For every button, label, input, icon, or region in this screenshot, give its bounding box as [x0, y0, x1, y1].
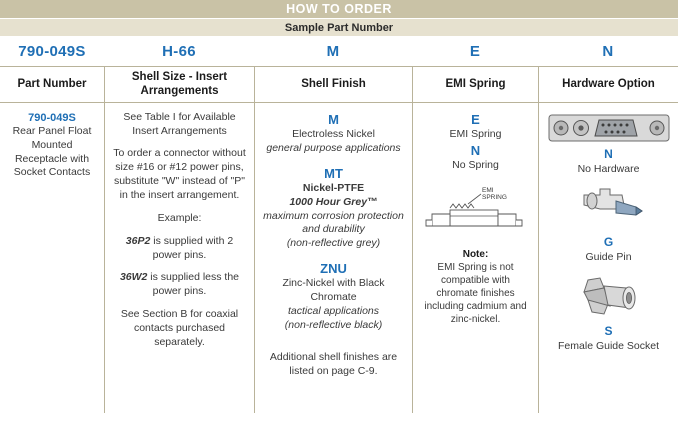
emi-spring-drawing	[420, 182, 532, 244]
finish-1-code: M	[328, 111, 339, 127]
body-emi-spring	[412, 103, 538, 413]
part-number-description: Rear Panel Float Mounted Receptacle with Socket Contacts	[12, 125, 92, 179]
code-hardware-option: N	[602, 42, 614, 60]
hardware-3-code: S	[604, 324, 613, 339]
emi-note-title: Note:	[462, 248, 489, 260]
finish-2-note-3: (non-reflective grey)	[286, 237, 381, 250]
example-1-text: is supplied with 2 power pins.	[150, 234, 234, 261]
hardware-3-name: Female Guide Socket	[558, 339, 659, 352]
how-to-order-header: HOW TO ORDER	[0, 0, 678, 19]
hardware-1-code: N	[604, 146, 613, 161]
hardware-2-name: Guide Pin	[585, 251, 632, 264]
finish-2-code: MT	[324, 165, 343, 181]
body-part-number	[0, 103, 104, 413]
no-hardware-graphic	[545, 111, 672, 145]
emi-1-name: EMI Spring	[449, 127, 502, 140]
finish-1-name: Electroless Nickel	[292, 127, 375, 140]
emi-1-code: E	[471, 111, 480, 127]
shell-size-p1: See Table I for Available Insert Arrangements	[123, 110, 236, 137]
column-bodies-row	[0, 103, 678, 413]
part-number-code: 790-049S	[28, 111, 76, 124]
shell-size-p2: To order a connector without size #16 or #12 power pins, substitute "W" instead of "P" in the insert arrangement.	[113, 147, 246, 202]
body-hardware-option	[538, 103, 678, 413]
shell-size-example-1	[111, 235, 248, 263]
finish-3-code: ZNU	[320, 261, 347, 277]
finish-2-note-1: 1000 Hour Grey™	[289, 195, 378, 208]
guide-socket-icon	[574, 274, 644, 322]
body-shell-size	[104, 103, 254, 413]
title-part-number: Part Number	[17, 78, 87, 91]
column-titles-row	[0, 66, 678, 103]
code-part-number: 790-049S	[18, 42, 86, 60]
emi-2-name: No Spring	[452, 158, 499, 171]
finish-1-note: general purpose applications	[266, 141, 401, 154]
hardware-1-name: No Hardware	[577, 162, 640, 175]
emi-2-code: N	[470, 142, 481, 158]
shell-size-p4: See Section B for coaxial contacts purchased separately.	[120, 308, 239, 348]
emi-note	[419, 248, 532, 326]
code-emi-spring: E	[469, 42, 481, 60]
finish-3-name: Zinc-Nickel with Black Chromate	[282, 277, 385, 304]
shell-size-example-label: Example:	[157, 211, 202, 224]
finish-2-note-2: maximum corrosion protection and durability	[263, 209, 404, 236]
guide-pin-icon	[570, 185, 648, 233]
code-shell-finish: M	[326, 42, 340, 60]
emi-note-text: EMI Spring is not compatible with chromate finishes including cadmium and zinc-nickel.	[424, 261, 527, 325]
connector-face-icon	[547, 111, 671, 145]
example-2-code: 36W2	[119, 271, 148, 284]
finish-3-note-1: tactical applications	[287, 304, 380, 317]
svg-text:SPRING: SPRING	[481, 193, 507, 201]
guide-pin-graphic	[545, 185, 672, 233]
finish-3-note-2: (non-reflective black)	[284, 318, 383, 331]
finish-2-name: Nickel-PTFE	[302, 181, 365, 194]
sample-part-number-header: Sample Part Number	[0, 19, 678, 36]
svg-text:EMI: EMI	[481, 186, 494, 194]
sample-part-number-codes	[0, 36, 678, 66]
guide-socket-graphic	[545, 274, 672, 322]
hardware-2-code: G	[603, 235, 614, 250]
code-shell-size: H-66	[162, 42, 196, 60]
title-shell-size: Shell Size - Insert Arrangements	[104, 67, 254, 102]
title-shell-finish: Shell Finish	[254, 67, 412, 102]
emi-spring-diagram	[419, 182, 532, 244]
example-1-code: 36P2	[125, 234, 151, 247]
shell-size-example-2	[111, 271, 248, 299]
example-2-text: is supplied less the power pins.	[147, 271, 240, 298]
title-hardware-option: Hardware Option	[538, 67, 678, 102]
title-emi-spring: EMI Spring	[412, 67, 538, 102]
body-shell-finish	[254, 103, 412, 413]
finish-footer-note: Additional shell finishes are listed on page C-9.	[269, 350, 398, 377]
